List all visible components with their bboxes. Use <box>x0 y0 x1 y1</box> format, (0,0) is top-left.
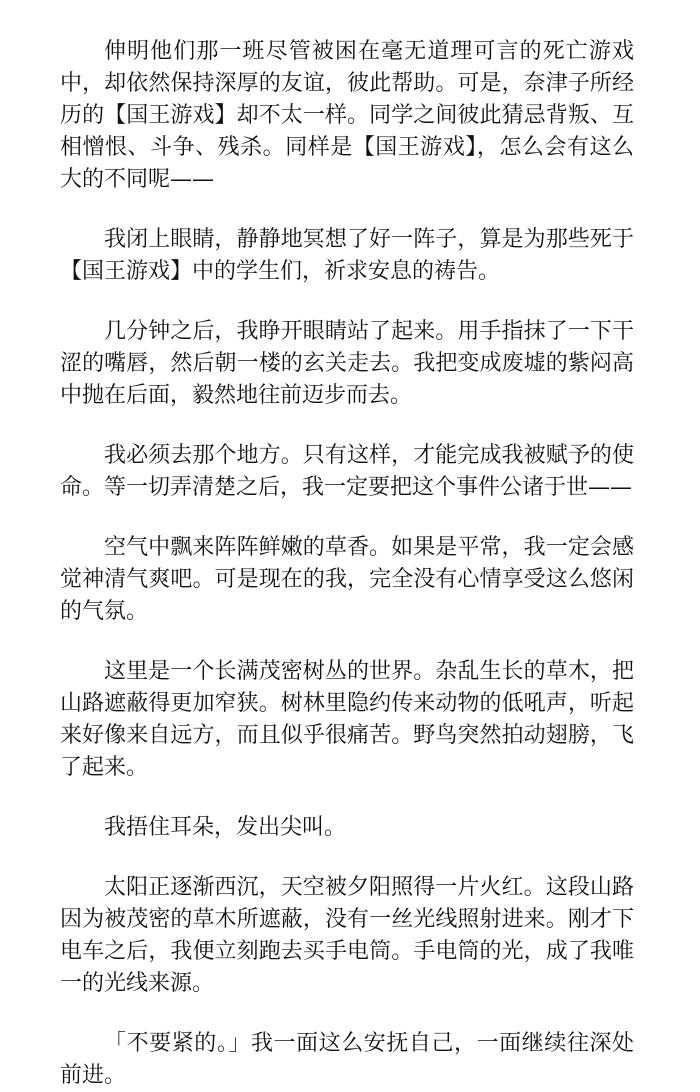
paragraph-3: 几分钟之后，我睁开眼睛站了起来。用手指抹了一下干涩的嘴唇，然后朝一楼的玄关走去。我把变成废墟的紫闷高中抛在后面，毅然地往前迈步而去。 <box>60 319 634 408</box>
paragraph-4: 我必须去那个地方。只有这样，才能完成我被赋予的使命。等一切弄清楚之后，我一定要把这个事件公诸于世—— <box>60 443 634 500</box>
paragraph-5: 空气中飘来阵阵鲜嫩的草香。如果是平常，我一定会感觉神清气爽吧。可是现在的我，完全没有心情享受这么悠闲的气氛。 <box>60 535 634 624</box>
paragraph-7: 我捂住耳朵，发出尖叫。 <box>104 815 347 840</box>
paragraph-9: 「不要紧的。」我一面这么安抚自己，一面继续往深处前进。 <box>60 1031 634 1088</box>
paragraph-8: 太阳正逐渐西沉，天空被夕阳照得一片火红。这段山路因为被茂密的草木所遮蔽，没有一丝光线照射进来。刚才下电车之后，我便立刻跑去买手电筒。手电筒的光，成了我唯一的光线来源。 <box>60 875 634 996</box>
paragraph-6: 这里是一个长满茂密树丛的世界。杂乱生长的草木，把山路遮蔽得更加窄狭。树林里隐约传来动物的低吼声，听起来好像来自远方，而且似乎很痛苦。野鸟突然拍动翅膀，飞了起来。 <box>60 659 634 780</box>
paragraph-1: 伸明他们那一班尽管被困在毫无道理可言的死亡游戏中，却依然保持深厚的友谊，彼此帮助。可是，奈津子所经历的【国王游戏】却不太一样。同学之间彼此猜忌背叛、互相憎恨、斗争、残杀。同样是【国王游戏】，怎么会有这么大的不同呢—— <box>60 39 634 192</box>
paragraph-2: 我闭上眼睛，静静地冥想了好一阵子，算是为那些死于【国王游戏】中的学生们，祈求安息的祷告。 <box>60 227 634 284</box>
